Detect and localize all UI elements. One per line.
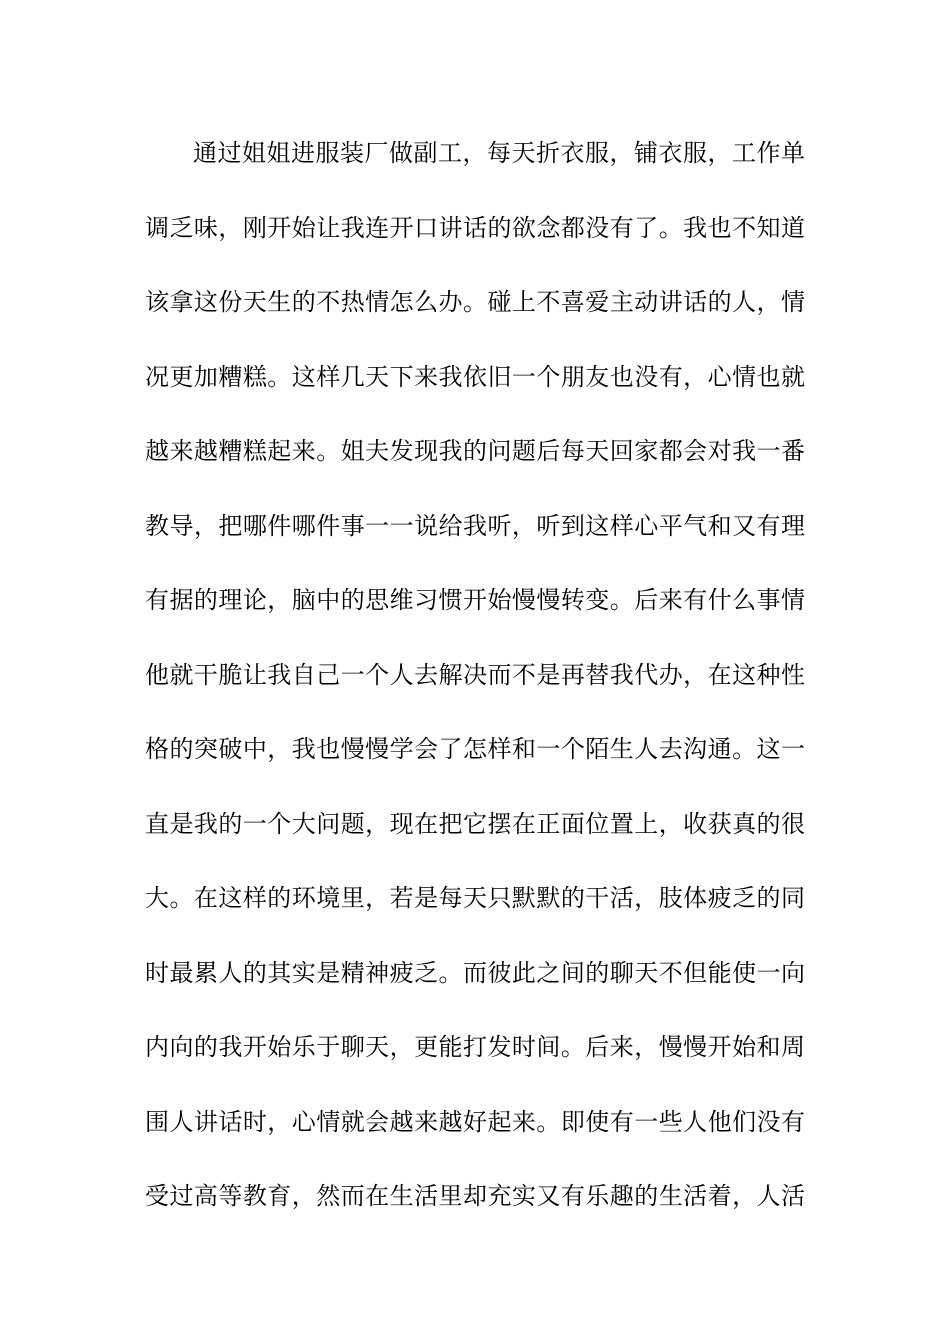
paragraph-line: 时最累人的其实是精神疲乏。而彼此之间的聊天不但能使一向 — [145, 958, 805, 987]
paragraph-line: 通过姐姐进服装厂做副工，每天折衣服，铺衣服，工作单 — [193, 139, 805, 167]
body-paragraph — [145, 128, 805, 1246]
paragraph-line: 大。在这样的环境里，若是每天只默默的干活，肢体疲乏的同 — [145, 884, 805, 912]
paragraph-line: 调乏味，刚开始让我连开口讲话的欲念都没有了。我也不知道 — [145, 213, 805, 242]
paragraph-line: 受过高等教育，然而在生活里却充实又有乐趣的生活着，人活 — [145, 1182, 805, 1210]
paragraph-line: 教导，把哪件哪件事一一说给我听，听到这样心平气和又有理 — [145, 511, 805, 540]
paragraph-line: 他就干脆让我自己一个人去解决而不是再替我代办，在这种性 — [145, 660, 805, 689]
paragraph-line: 况更加糟糕。这样几天下来我依旧一个朋友也没有，心情也就 — [145, 362, 805, 391]
paragraph-line: 围人讲话时，心情就会越来越好起来。即使有一些人他们没有 — [145, 1107, 805, 1136]
paragraph-line: 该拿这份天生的不热情怎么办。碰上不喜爱主动讲话的人，情 — [145, 288, 805, 316]
paragraph-line: 内向的我开始乐于聊天，更能打发时间。后来，慢慢开始和周 — [145, 1033, 805, 1061]
paragraph-line: 越来越糟糕起来。姐夫发现我的问题后每天回家都会对我一番 — [145, 437, 805, 465]
paragraph-line: 直是我的一个大问题，现在把它摆在正面位置上，收获真的很 — [145, 809, 805, 838]
paragraph-line: 有据的理论，脑中的思维习惯开始慢慢转变。后来有什么事情 — [145, 586, 805, 614]
paragraph-line: 格的突破中，我也慢慢学会了怎样和一个陌生人去沟通。这一 — [145, 735, 805, 763]
